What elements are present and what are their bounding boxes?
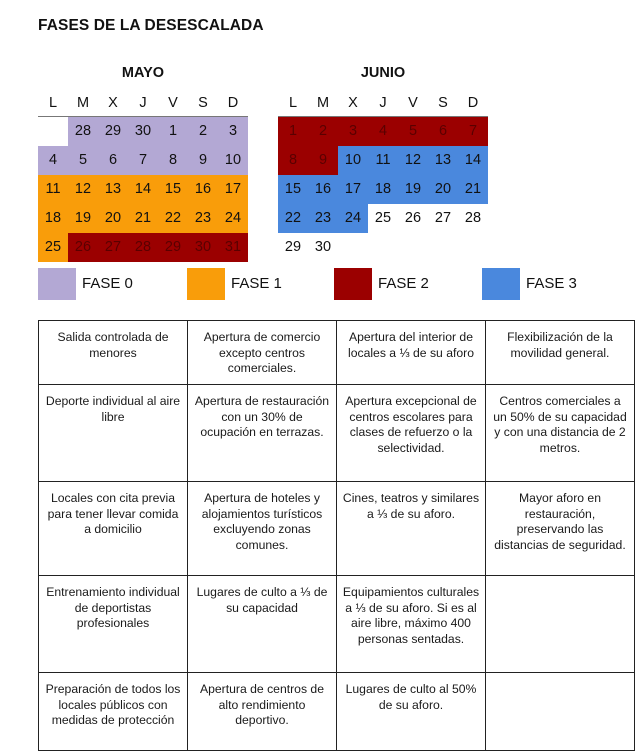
calendar-day: 20 — [98, 204, 128, 233]
calendar-day: 9 — [308, 146, 338, 175]
weekday-label: V — [408, 95, 418, 111]
measure-cell: Preparación de todos los locales públicos con medidas de protección — [39, 673, 188, 751]
calendar-day: 30 — [128, 117, 158, 146]
calendar-day: 22 — [278, 204, 308, 233]
calendar-weeks — [38, 117, 248, 262]
calendar-day: 25 — [374, 210, 392, 226]
measure-cell: Apertura de comercio excepto centros comerciales. — [188, 321, 337, 385]
weekday-label: D — [467, 95, 479, 111]
calendar-day: 3 — [218, 117, 248, 146]
calendar-week — [278, 204, 488, 233]
calendar-day: 2 — [188, 117, 218, 146]
calendar-day: 7 — [128, 146, 158, 175]
measure-cell: Centros comerciales a un 50% de su capacidad y con una distancia de 2 metros. — [486, 385, 635, 482]
calendar-day: 18 — [368, 175, 398, 204]
calendar-day: 8 — [278, 146, 308, 175]
calendar-day: 13 — [98, 175, 128, 204]
calendar-day: 14 — [128, 175, 158, 204]
weekday-header — [38, 90, 248, 116]
legend-label: FASE 0 — [82, 275, 133, 292]
calendar-may — [38, 63, 248, 262]
calendar-day: 31 — [218, 233, 248, 262]
calendar-day: 22 — [158, 204, 188, 233]
legend-swatch — [334, 268, 372, 300]
table-row — [39, 576, 635, 673]
measure-cell: Mayor aforo en restauración, preservando las distancias de seguridad. — [486, 482, 635, 576]
calendar-empty-day — [38, 117, 68, 146]
calendar-day: 21 — [128, 204, 158, 233]
calendar-day: 10 — [338, 146, 368, 175]
calendar-day: 20 — [428, 175, 458, 204]
calendar-day: 3 — [338, 117, 368, 146]
measure-cell: Lugares de culto a ⅓ de su capacidad — [188, 576, 337, 673]
calendar-day: 27 — [98, 233, 128, 262]
measure-cell: Entrenamiento individual de deportistas profesionales — [39, 576, 188, 673]
measures-table — [38, 320, 635, 751]
calendar-day: 4 — [368, 117, 398, 146]
calendar-day: 8 — [158, 146, 188, 175]
calendar-day: 1 — [158, 117, 188, 146]
calendar-day: 6 — [98, 146, 128, 175]
calendar-week — [38, 146, 248, 175]
calendar-day: 26 — [68, 233, 98, 262]
measure-cell: Flexibilización de la movilidad general. — [486, 321, 635, 385]
calendar-day: 19 — [68, 204, 98, 233]
calendar-day: 29 — [98, 117, 128, 146]
calendar-day: 29 — [284, 239, 302, 255]
measure-cell: Deporte individual al aire libre — [39, 385, 188, 482]
calendar-day: 10 — [218, 146, 248, 175]
measure-cell: Apertura excepcional de centros escolares para clases de refuerzo o la selectividad. — [337, 385, 486, 482]
calendar-week — [278, 175, 488, 204]
weekday-label: D — [227, 95, 239, 111]
calendar-day: 15 — [278, 175, 308, 204]
table-row — [39, 673, 635, 751]
measure-cell: Apertura de centros de alto rendimiento deportivo. — [188, 673, 337, 751]
measure-cell — [486, 576, 635, 673]
calendar-week — [38, 233, 248, 262]
weekday-label: S — [438, 95, 448, 111]
calendar-day: 28 — [128, 233, 158, 262]
month-title: JUNIO — [360, 65, 406, 81]
calendar-day: 14 — [458, 146, 488, 175]
calendar-week — [38, 204, 248, 233]
measure-cell: Apertura de hoteles y alojamientos turísticos excluyendo zonas comunes. — [188, 482, 337, 576]
calendar-day: 12 — [398, 146, 428, 175]
legend-swatch — [38, 268, 76, 300]
weekday-label: M — [316, 95, 330, 111]
measure-cell — [486, 673, 635, 751]
legend-swatch — [482, 268, 520, 300]
legend-label: FASE 1 — [231, 275, 282, 292]
measure-cell: Cines, teatros y similares a ⅓ de su aforo. — [337, 482, 486, 576]
calendar-day: 19 — [398, 175, 428, 204]
calendar-day: 24 — [218, 204, 248, 233]
measure-cell: Salida controlada de menores — [39, 321, 188, 385]
calendar-day: 16 — [188, 175, 218, 204]
calendar-june — [278, 63, 488, 262]
weekday-label: L — [288, 95, 298, 111]
legend-swatch — [187, 268, 225, 300]
calendar-day: 27 — [434, 210, 452, 226]
calendar-day: 28 — [464, 210, 482, 226]
measure-cell: Equipamientos culturales a ⅓ de su aforo. Si es al aire libre, máximo 400 personas sentadas. — [337, 576, 486, 673]
calendar-day: 18 — [38, 204, 68, 233]
table-row — [39, 321, 635, 385]
calendar-day: 13 — [428, 146, 458, 175]
measure-cell: Apertura de restauración con un 30% de ocupación en terrazas. — [188, 385, 337, 482]
calendar-week — [38, 117, 248, 146]
calendar-day: 30 — [314, 239, 332, 255]
calendar-week — [38, 175, 248, 204]
calendar-day: 11 — [368, 146, 398, 175]
measure-cell: Lugares de culto al 50% de su aforo. — [337, 673, 486, 751]
calendar-day: 11 — [38, 175, 68, 204]
calendar-day: 30 — [188, 233, 218, 262]
calendar-day: 23 — [308, 204, 338, 233]
calendar-day: 28 — [68, 117, 98, 146]
measure-cell: Apertura del interior de locales a ⅓ de su aforo — [337, 321, 486, 385]
calendar-day: 29 — [158, 233, 188, 262]
calendar-day: 17 — [338, 175, 368, 204]
weekday-label: V — [168, 95, 178, 111]
calendar-day: 12 — [68, 175, 98, 204]
calendar-day: 6 — [428, 117, 458, 146]
calendar-day: 17 — [218, 175, 248, 204]
calendar-day: 21 — [458, 175, 488, 204]
month-title: MAYO — [121, 65, 165, 81]
calendar-day: 1 — [278, 117, 308, 146]
calendar-day: 25 — [38, 233, 68, 262]
calendar-day: 7 — [458, 117, 488, 146]
table-row — [39, 385, 635, 482]
weekday-label: X — [108, 95, 118, 111]
calendar-day: 4 — [38, 146, 68, 175]
calendar-day: 2 — [308, 117, 338, 146]
weekday-label: J — [379, 95, 387, 111]
calendar-day: 5 — [68, 146, 98, 175]
calendar-week — [278, 117, 488, 146]
calendar-week — [278, 233, 488, 262]
legend-label: FASE 3 — [526, 275, 577, 292]
calendar-day: 24 — [338, 204, 368, 233]
calendar-weeks — [278, 117, 488, 262]
weekday-label: L — [48, 95, 58, 111]
calendar-day: 15 — [158, 175, 188, 204]
calendar-day: 5 — [398, 117, 428, 146]
calendar-day: 26 — [404, 210, 422, 226]
calendar-week — [278, 146, 488, 175]
weekday-label: S — [198, 95, 208, 111]
weekday-header — [278, 90, 488, 116]
weekday-label: M — [76, 95, 90, 111]
calendar-day: 16 — [308, 175, 338, 204]
calendar-day: 23 — [188, 204, 218, 233]
table-row — [39, 482, 635, 576]
page-title: FASES DE LA DESESCALADA — [38, 17, 264, 34]
weekday-label: J — [139, 95, 147, 111]
weekday-label: X — [348, 95, 358, 111]
calendar-day: 9 — [188, 146, 218, 175]
measure-cell: Locales con cita previa para tener llevar comida a domicilio — [39, 482, 188, 576]
legend-label: FASE 2 — [378, 275, 429, 292]
